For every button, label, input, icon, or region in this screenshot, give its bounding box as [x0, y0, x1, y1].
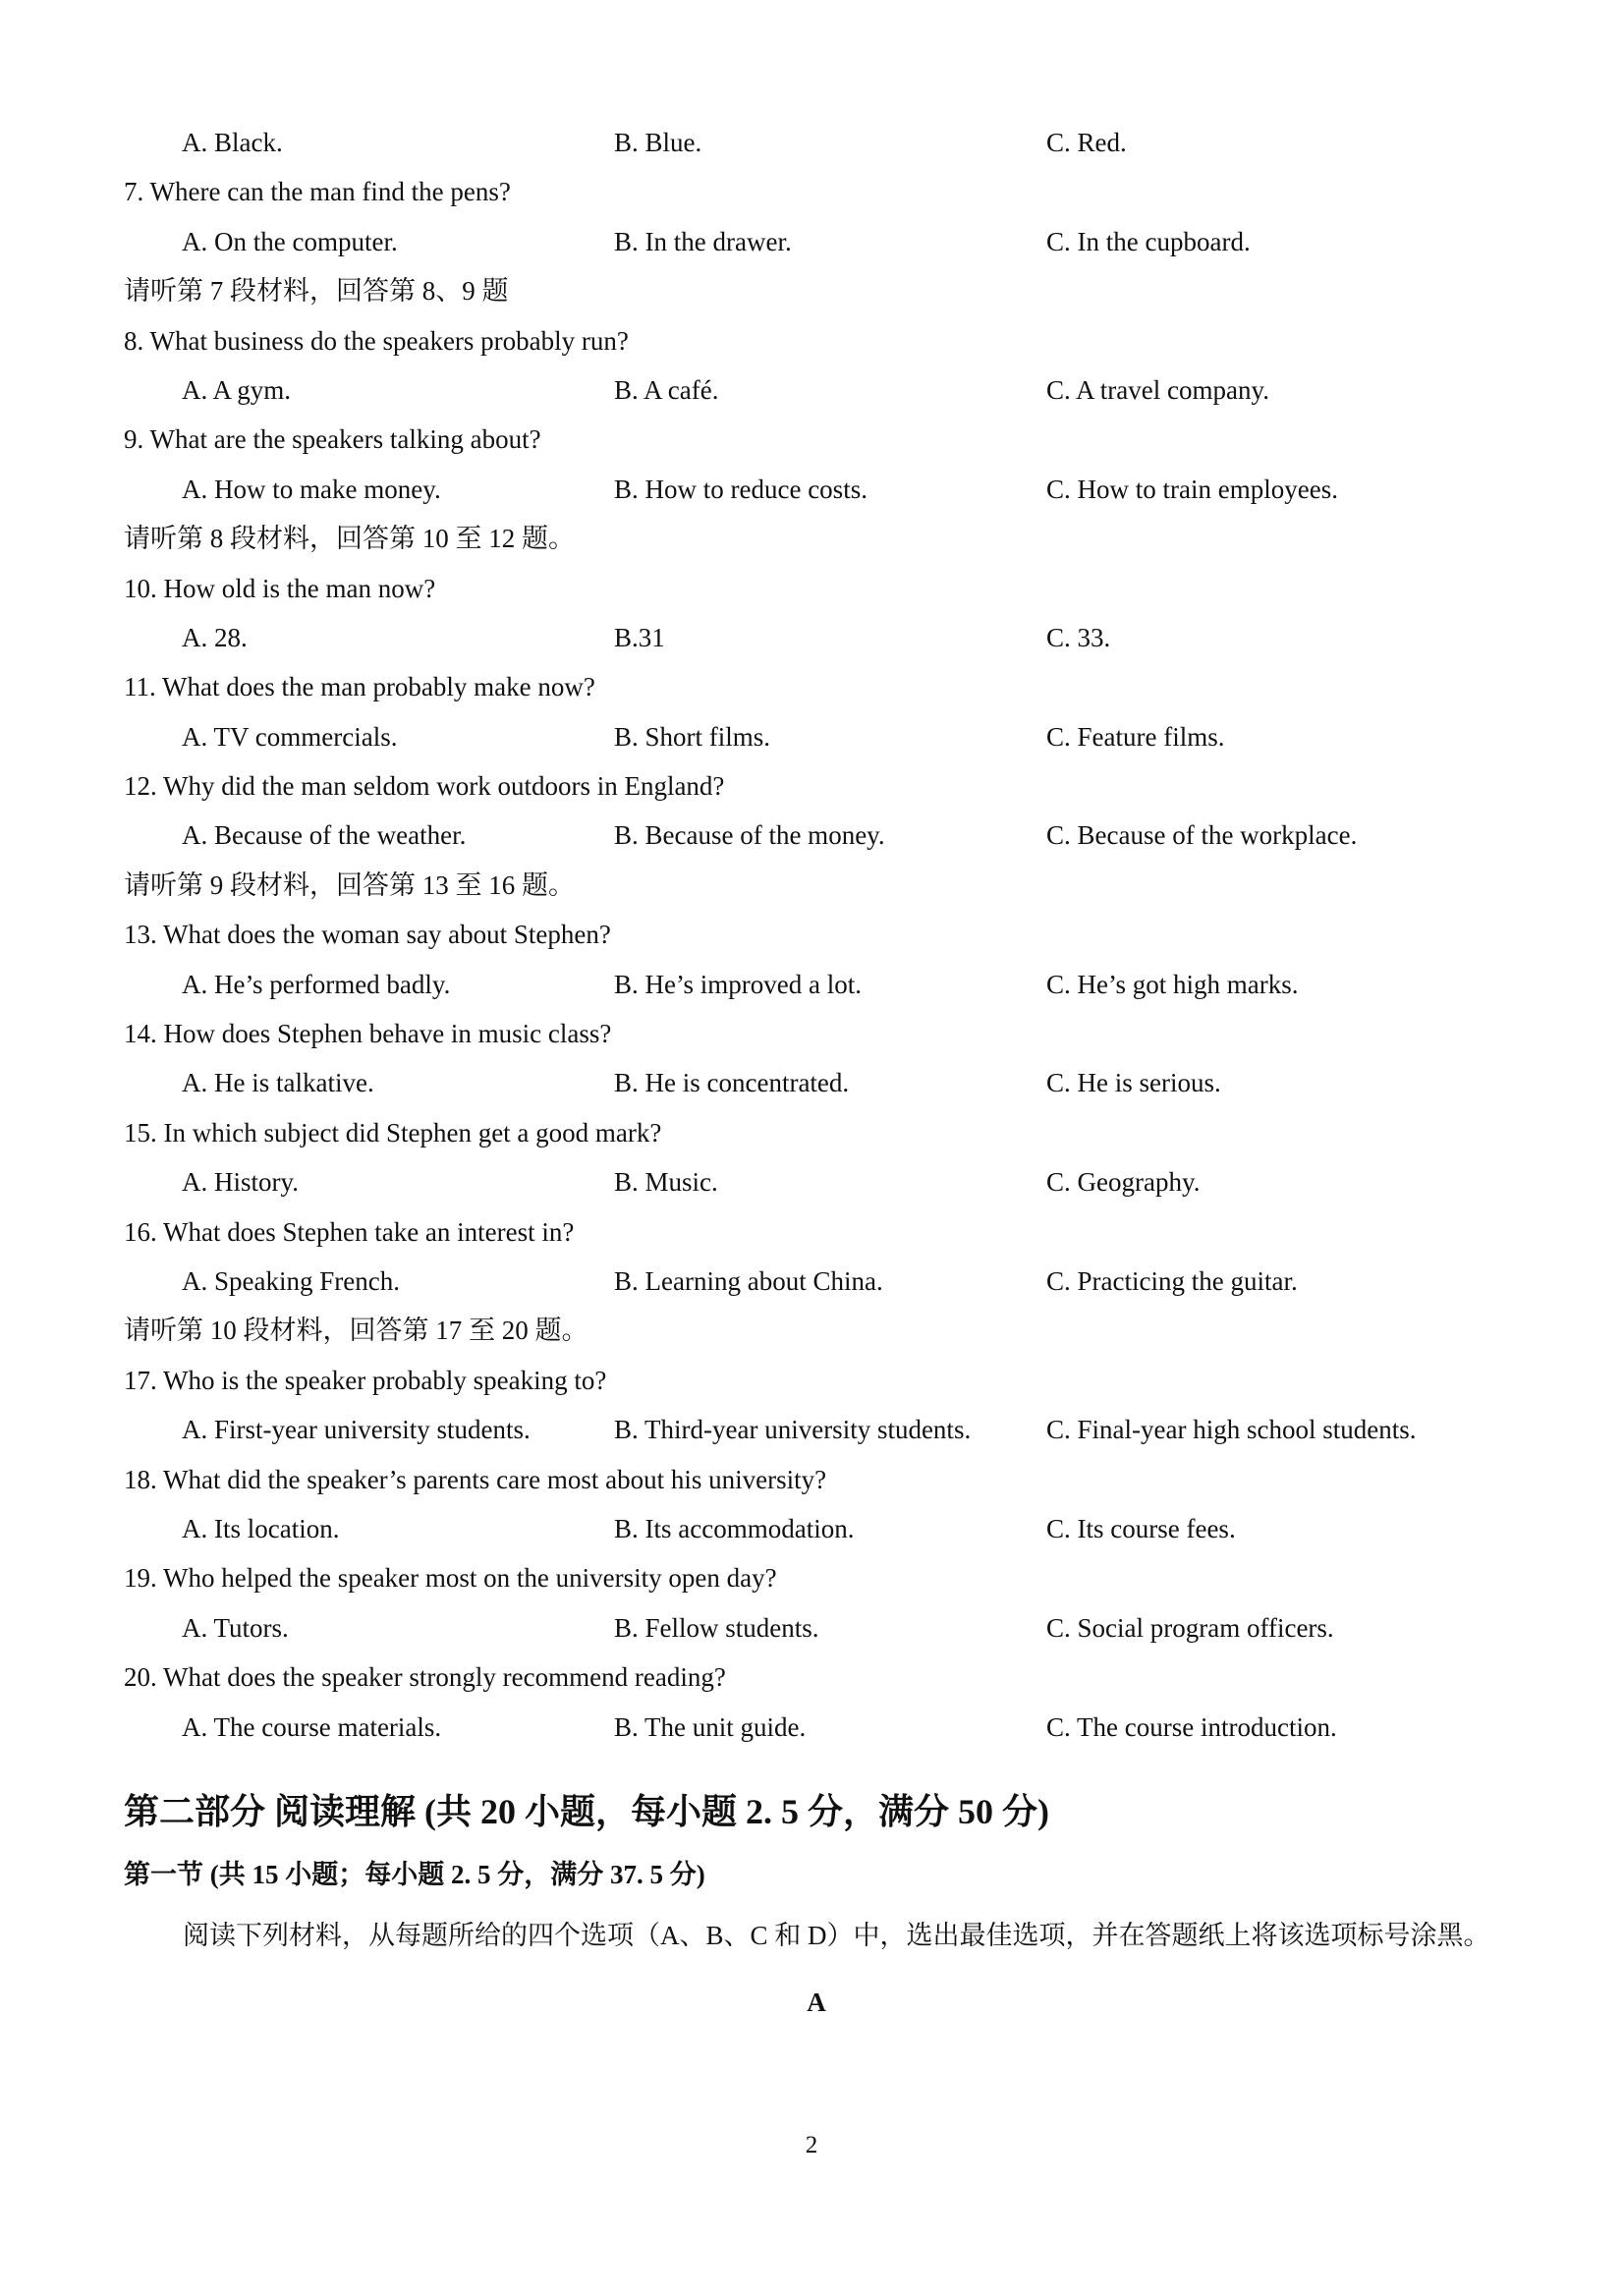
question-stem: 19. Who helped the speaker most on the university open day? [124, 1563, 777, 1594]
option-b: B.31 [614, 622, 665, 652]
option-c: C. Feature films. [1046, 721, 1225, 752]
option-c: C. 33. [1046, 622, 1111, 652]
section-one-heading: 第一节 (共 15 小题；每小题 2. 5 分，满分 37. 5 分) [124, 1859, 705, 1889]
listening-questions [124, 167, 1519, 1752]
question-stem: 7. Where can the man find the pens? [124, 177, 511, 207]
answer-options [124, 1703, 1519, 1752]
passage-label: A [807, 1987, 826, 2017]
answer-options [124, 1058, 1519, 1107]
option-b: B. The unit guide. [614, 1711, 807, 1742]
option-b: B. Short films. [614, 721, 771, 752]
section-instruction: 请听第 8 段材料，回答第 10 至 12 题。 [124, 524, 575, 554]
option-c: C. A travel company. [1046, 374, 1269, 405]
answer-options-q6 [124, 118, 1519, 167]
option-a: A. A gym. [182, 374, 292, 405]
option-c: C. Social program officers. [1046, 1612, 1334, 1643]
answer-options [124, 365, 1519, 415]
option-c: C. The course introduction. [1046, 1711, 1337, 1742]
option-c: C. He is serious. [1046, 1068, 1221, 1098]
answer-options [124, 712, 1519, 761]
option-a: A. Because of the weather. [182, 820, 467, 851]
option-b: B. How to reduce costs. [614, 474, 867, 504]
option-a: A. Tutors. [182, 1612, 289, 1643]
option-b: B. Music. [614, 1167, 718, 1198]
option-c: C. How to train employees. [1046, 474, 1338, 504]
answer-options [124, 1603, 1519, 1652]
question-stem: 14. How does Stephen behave in music class? [124, 1019, 612, 1049]
question-stem: 17. Who is the speaker probably speaking to? [124, 1365, 607, 1395]
answer-options [124, 1504, 1519, 1553]
option-b: B. Learning about China. [614, 1265, 883, 1296]
option-c: C. Final-year high school students. [1046, 1415, 1417, 1445]
option-a: A. He’s performed badly. [182, 969, 451, 999]
question-stem: 12. Why did the man seldom work outdoors in England? [124, 771, 725, 802]
question-stem: 10. How old is the man now? [124, 573, 436, 603]
section-instruction: 请听第 7 段材料，回答第 8、9 题 [124, 276, 509, 307]
section-instruction: 请听第 10 段材料，回答第 17 至 20 题。 [124, 1316, 588, 1346]
option-c: C. Practicing the guitar. [1046, 1265, 1298, 1296]
answer-options [124, 217, 1519, 266]
question-stem: 16. What does Stephen take an interest in? [124, 1216, 575, 1247]
answer-options [124, 960, 1519, 1009]
option-b: B. Third-year university students. [614, 1415, 972, 1445]
option-c: C. Red. [1046, 128, 1127, 157]
option-c: C. In the cupboard. [1046, 226, 1251, 256]
option-b: B. Its accommodation. [614, 1513, 855, 1543]
question-stem: 8. What business do the speakers probably run? [124, 325, 629, 356]
answer-options [124, 1405, 1519, 1454]
option-b: B. Blue. [614, 128, 702, 157]
answer-options [124, 1257, 1519, 1306]
question-stem: 11. What does the man probably make now? [124, 672, 595, 702]
option-c: C. Its course fees. [1046, 1513, 1236, 1543]
option-c: C. He’s got high marks. [1046, 969, 1299, 999]
option-a: A. Speaking French. [182, 1265, 400, 1296]
option-b: B. Fellow students. [614, 1612, 819, 1643]
answer-options [124, 1157, 1519, 1206]
option-a: A. He is talkative. [182, 1068, 374, 1098]
option-a: A. History. [182, 1167, 299, 1198]
option-a: A. Its location. [182, 1513, 340, 1543]
question-stem: 9. What are the speakers talking about? [124, 424, 541, 455]
option-b: B. He’s improved a lot. [614, 969, 862, 999]
option-a: A. First-year university students. [182, 1415, 531, 1445]
option-c: C. Geography. [1046, 1167, 1201, 1198]
page-number: 2 [805, 2132, 818, 2158]
option-a: A. The course materials. [182, 1711, 442, 1742]
option-c: C. Because of the workplace. [1046, 820, 1358, 851]
answer-options [124, 465, 1519, 514]
option-b: B. He is concentrated. [614, 1068, 850, 1098]
exam-page [124, 118, 1519, 2027]
question-stem: 15. In which subject did Stephen get a good mark? [124, 1117, 662, 1148]
option-a: A. 28. [182, 622, 248, 652]
question-stem: 18. What did the speaker’s parents care most about his university? [124, 1464, 827, 1494]
option-a: A. Black. [182, 128, 283, 157]
question-stem: 13. What does the woman say about Stephen? [124, 920, 611, 950]
option-a: A. TV commercials. [182, 721, 398, 752]
option-a: A. How to make money. [182, 474, 441, 504]
option-a: A. On the computer. [182, 226, 398, 256]
reading-instruction: 阅读下列材料，从每题所给的四个选项（A、B、C 和 D）中，选出最佳选项，并在答题纸上将该选项标号涂黑。 [183, 1920, 1490, 1950]
option-b: B. A café. [614, 374, 719, 405]
answer-options [124, 811, 1519, 860]
part-two-heading: 第二部分 阅读理解 (共 20 小题，每小题 2. 5 分，满分 50 分) [124, 1791, 1049, 1831]
answer-options [124, 613, 1519, 662]
question-stem: 20. What does the speaker strongly recommend reading? [124, 1662, 726, 1693]
section-instruction: 请听第 9 段材料，回答第 13 至 16 题。 [124, 869, 575, 900]
option-b: B. In the drawer. [614, 226, 792, 256]
option-b: B. Because of the money. [614, 820, 885, 851]
